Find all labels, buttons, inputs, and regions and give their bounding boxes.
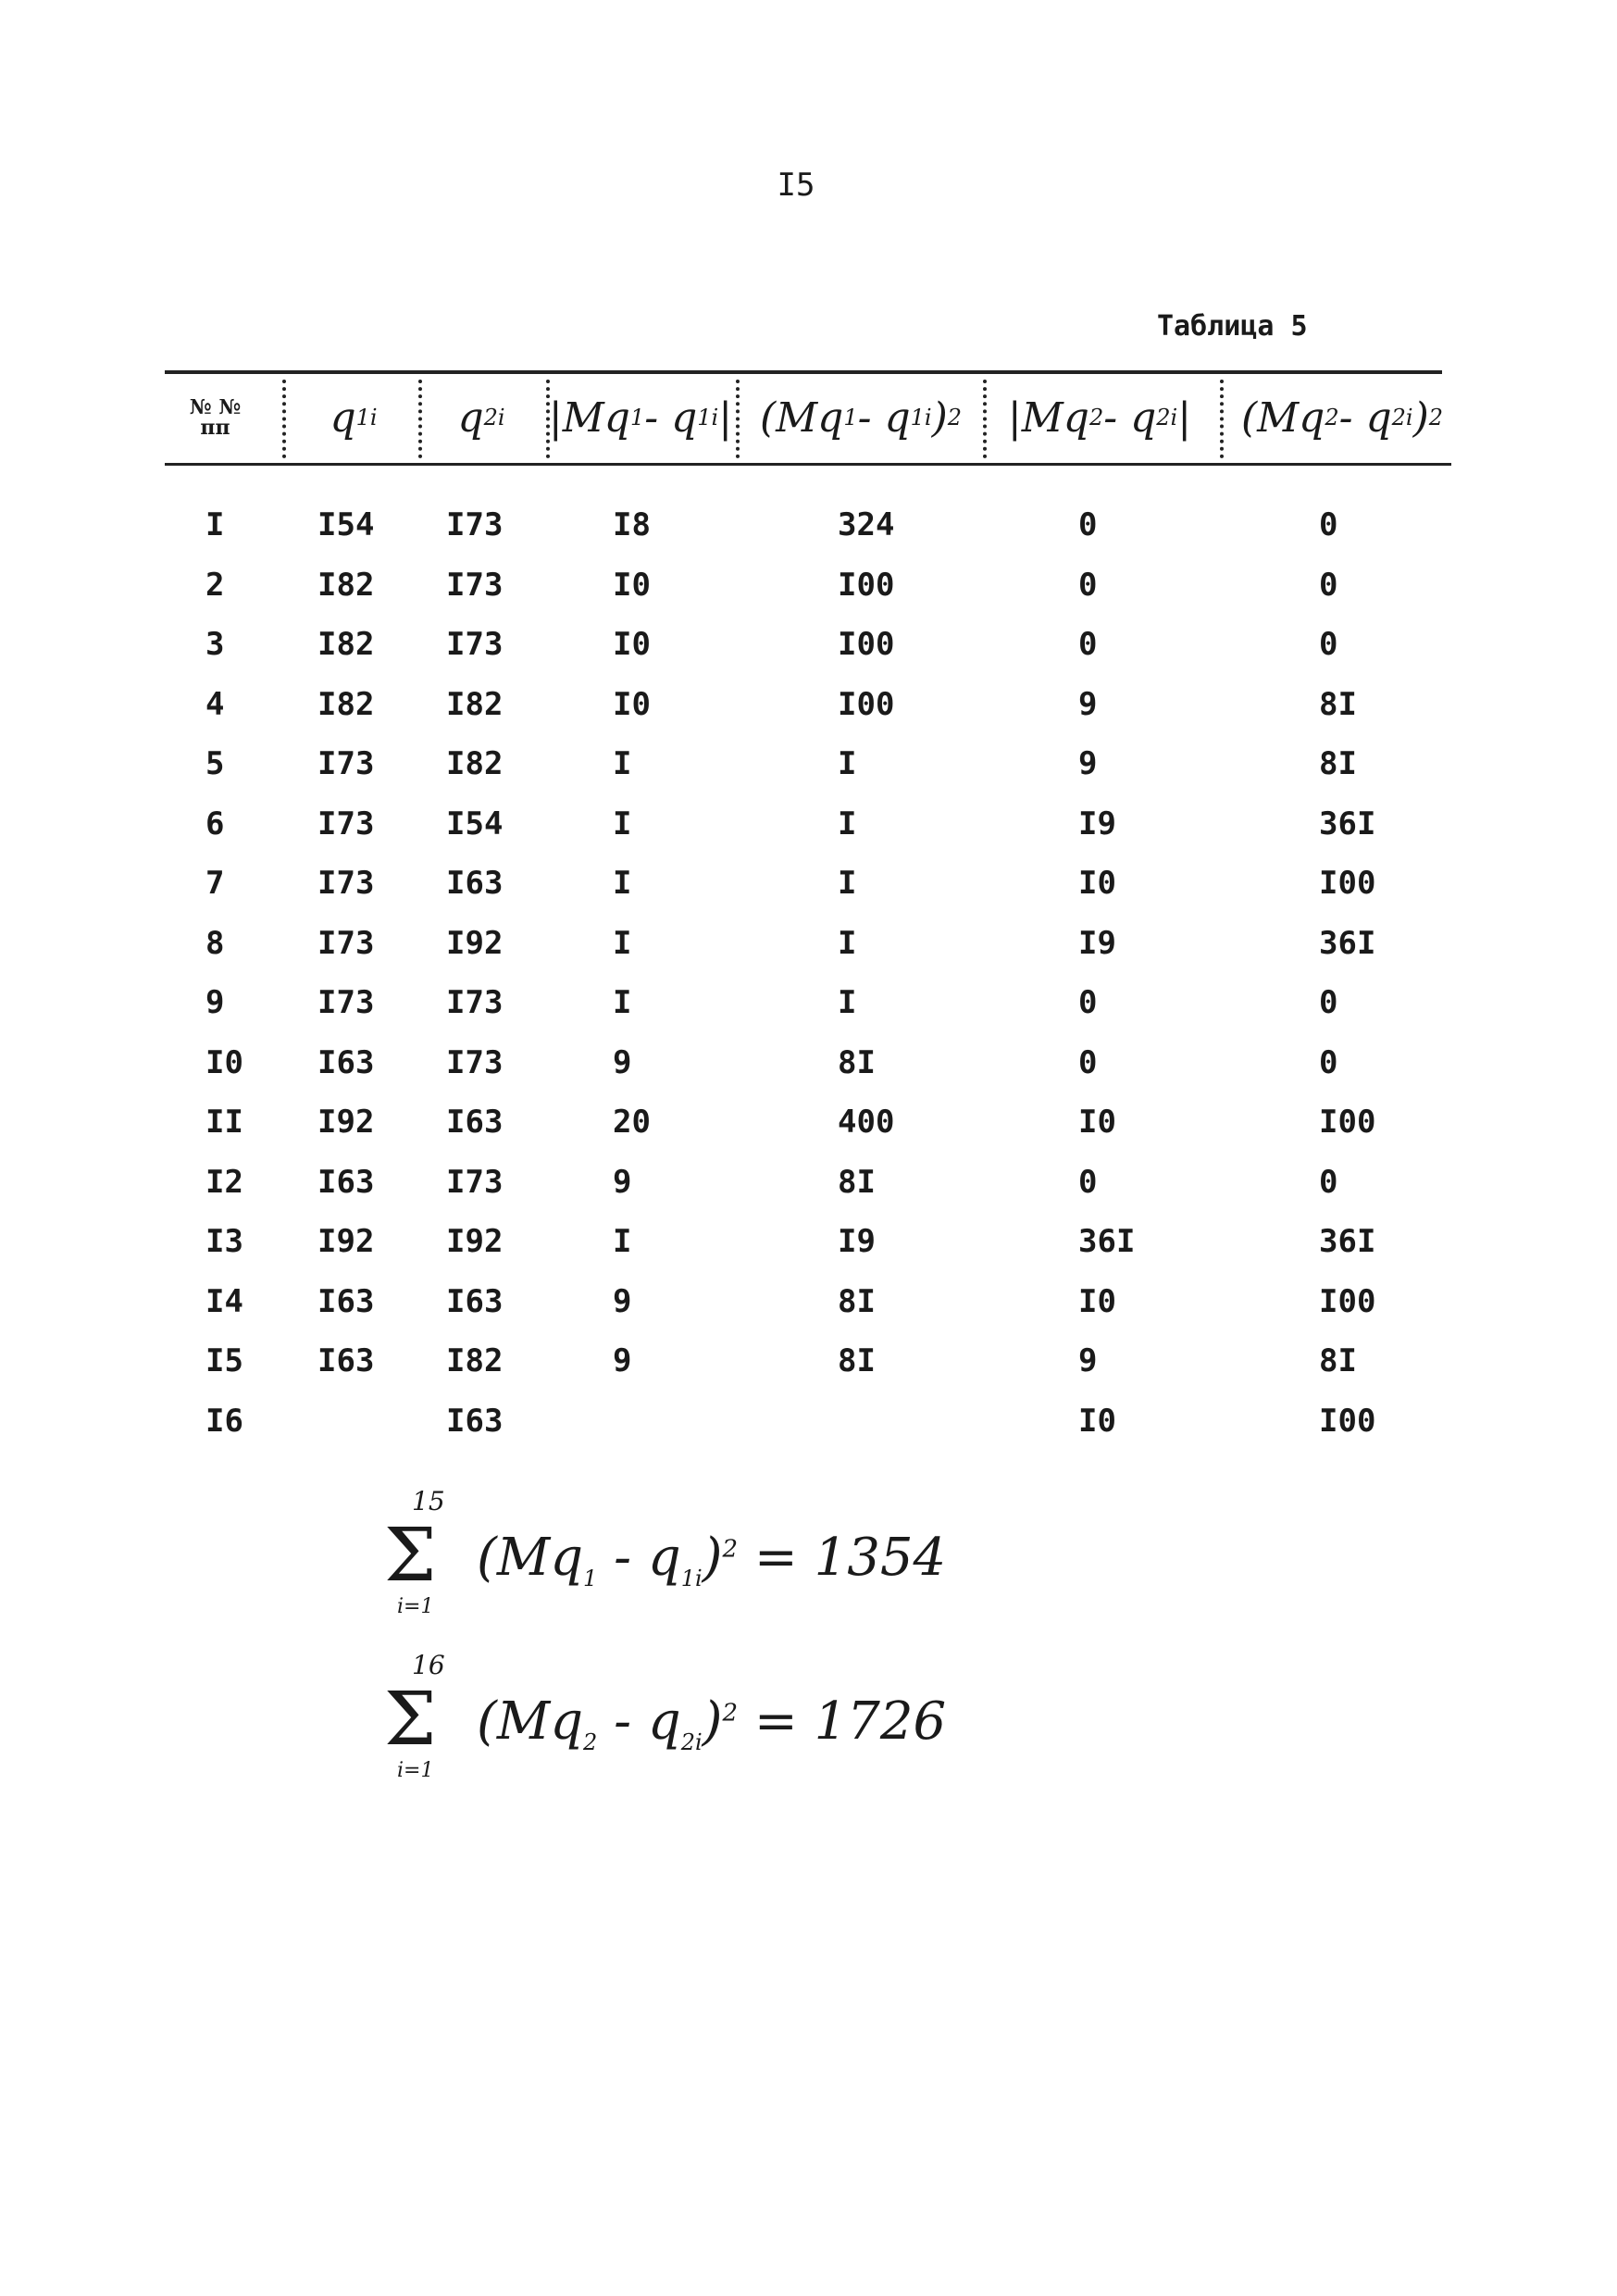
q2i-value: I73 <box>446 566 504 604</box>
abs-diff-2-value: I0 <box>1078 1104 1116 1141</box>
abs-diff-2-value: 0 <box>1078 626 1098 663</box>
abs-diff-2-value: 0 <box>1078 1043 1098 1081</box>
sq-diff-2-value: 8I <box>1319 685 1357 723</box>
q2i-value: I63 <box>446 1282 504 1320</box>
row-number: 4 <box>205 685 225 723</box>
sq-diff-2-value: 8I <box>1319 1342 1357 1379</box>
abs-diff-1-value: 9 <box>613 1043 632 1081</box>
row-number: 6 <box>205 805 225 842</box>
abs-diff-1-value: 9 <box>613 1342 632 1379</box>
expr-sub: 2i <box>680 1729 703 1756</box>
abs-diff-1-value: 9 <box>613 1163 632 1201</box>
table-row <box>0 615 1617 674</box>
header-sq1-sub1: 1 <box>843 405 858 430</box>
header-separator <box>418 380 422 458</box>
expr-mid: - q <box>597 1528 681 1588</box>
abs-diff-2-value: 0 <box>1078 566 1098 604</box>
abs-diff-1-value: 20 <box>613 1104 651 1141</box>
sigma-symbol: Σ <box>384 1512 437 1598</box>
sq-diff-2-value: 0 <box>1319 1043 1338 1081</box>
abs-diff-1-value: I0 <box>613 626 651 663</box>
sq-diff-1-value: I <box>838 984 857 1021</box>
table-row <box>0 1092 1617 1152</box>
sq-diff-1-value: I00 <box>838 685 895 723</box>
sum-formula-2 <box>384 1650 1032 1789</box>
table-row <box>0 854 1617 913</box>
q1i-value: I82 <box>317 685 375 723</box>
header-abs2-mid: - q <box>1103 393 1157 442</box>
header-q2i <box>421 375 541 460</box>
abs-diff-1-value: I0 <box>613 685 651 723</box>
sq-diff-1-value: 324 <box>838 506 895 543</box>
q2i-value: I73 <box>446 506 504 543</box>
header-sq1-mid: - q <box>857 393 911 442</box>
table-row <box>0 1272 1617 1331</box>
expr-exp: 2 <box>722 1699 739 1728</box>
sq-diff-1-value: I00 <box>838 626 895 663</box>
sq-diff-2-value: 0 <box>1319 506 1338 543</box>
row-number: I6 <box>205 1402 243 1440</box>
row-number: 3 <box>205 626 225 663</box>
header-sq1-sub2: 1i <box>910 405 932 430</box>
sq-diff-1-value: 8I <box>838 1163 876 1201</box>
sq-diff-1-value: I00 <box>838 566 895 604</box>
sq-diff-1-value: I <box>838 924 857 962</box>
sq-diff-1-value: I <box>838 745 857 782</box>
sq-diff-1-value: I <box>838 865 857 902</box>
abs-diff-1-value: I <box>613 805 632 842</box>
q1i-value: I73 <box>317 805 375 842</box>
header-row-number <box>180 375 250 460</box>
q2i-value: I82 <box>446 745 504 782</box>
abs-diff-2-value: 0 <box>1078 1163 1098 1201</box>
header-row-number-bottom: пп <box>200 416 230 440</box>
q2i-value: I73 <box>446 1163 504 1201</box>
q1i-value: I73 <box>317 924 375 962</box>
sigma-symbol: Σ <box>384 1676 437 1762</box>
q2i-value: I54 <box>446 805 504 842</box>
row-number: 9 <box>205 984 225 1021</box>
sq-diff-2-value: 0 <box>1319 626 1338 663</box>
row-number: 8 <box>205 924 225 962</box>
q1i-value: I54 <box>317 506 375 543</box>
header-abs2-left: |Mq <box>1007 393 1089 442</box>
q1i-value: I73 <box>317 984 375 1021</box>
abs-diff-1-value: 9 <box>613 1282 632 1320</box>
header-sq1-left: (Mq <box>759 393 844 442</box>
abs-diff-2-value: 9 <box>1078 1342 1098 1379</box>
sum-lower-limit: i=1 <box>397 1759 434 1782</box>
header-separator <box>282 380 286 458</box>
q2i-value: I63 <box>446 1402 504 1440</box>
q2i-value: I63 <box>446 865 504 902</box>
expr-exp: 2 <box>722 1535 739 1564</box>
abs-diff-2-value: 36I <box>1078 1223 1136 1260</box>
sq-diff-2-value: 36I <box>1319 805 1376 842</box>
header-abs1-right: | <box>718 393 733 442</box>
header-sq1-exp: 2 <box>947 405 963 430</box>
table-caption: Таблица 5 <box>1157 310 1308 343</box>
row-number: I <box>205 506 225 543</box>
abs-diff-2-value: I0 <box>1078 865 1116 902</box>
header-separator <box>736 380 740 458</box>
header-q1i-base: q <box>330 393 356 442</box>
q2i-value: I73 <box>446 626 504 663</box>
header-sq2-sub2: 2i <box>1391 405 1413 430</box>
q1i-value: I63 <box>317 1342 375 1379</box>
abs-diff-2-value: I9 <box>1078 805 1116 842</box>
header-separator <box>983 380 987 458</box>
header-abs2-sub1: 2 <box>1088 405 1104 430</box>
abs-diff-2-value: I0 <box>1078 1402 1116 1440</box>
sum-upper-limit: 16 <box>412 1650 445 1680</box>
q1i-value: I92 <box>317 1104 375 1141</box>
table-row <box>0 1391 1617 1451</box>
sq-diff-1-value: I9 <box>838 1223 876 1260</box>
abs-diff-2-value: I0 <box>1078 1282 1116 1320</box>
page-number: I5 <box>777 167 815 204</box>
sum-formula-1 <box>384 1486 1032 1625</box>
abs-diff-1-value: I <box>613 984 632 1021</box>
header-abs1-sub2: 1i <box>697 405 719 430</box>
table-top-rule <box>165 370 1442 374</box>
sq-diff-2-value: I00 <box>1319 1402 1376 1440</box>
header-sq2-sub1: 2 <box>1325 405 1339 430</box>
abs-diff-2-value: 0 <box>1078 506 1098 543</box>
row-number: I4 <box>205 1282 243 1320</box>
sq-diff-2-value: 8I <box>1319 745 1357 782</box>
table-row <box>0 1033 1617 1092</box>
q2i-value: I92 <box>446 924 504 962</box>
header-sq-diff-2 <box>1226 375 1458 460</box>
sq-diff-2-value: I00 <box>1319 1282 1376 1320</box>
table-header <box>0 375 1617 460</box>
header-abs1-left: |Mq <box>548 393 630 442</box>
abs-diff-1-value: I8 <box>613 506 651 543</box>
sq-diff-1-value: 8I <box>838 1043 876 1081</box>
table-row <box>0 794 1617 854</box>
expr-close: ) <box>702 1528 723 1588</box>
header-abs1-sub1: 1 <box>629 405 645 430</box>
table-row <box>0 495 1617 555</box>
row-number: I0 <box>205 1043 243 1081</box>
header-abs2-sub2: 2i <box>1156 405 1178 430</box>
q2i-value: I82 <box>446 1342 504 1379</box>
header-abs1-mid: - q <box>644 393 698 442</box>
header-q2i-sub: 2i <box>483 405 505 430</box>
q1i-value: I63 <box>317 1282 375 1320</box>
sum-upper-limit: 15 <box>412 1486 445 1516</box>
sq-diff-1-value: I <box>838 805 857 842</box>
abs-diff-2-value: 9 <box>1078 685 1098 723</box>
row-number: I2 <box>205 1163 243 1201</box>
header-abs-diff-2 <box>989 375 1211 460</box>
q2i-value: I73 <box>446 1043 504 1081</box>
q2i-value: I92 <box>446 1223 504 1260</box>
sq-diff-1-value: 400 <box>838 1104 895 1141</box>
sum-expression <box>477 1528 946 1591</box>
abs-diff-1-value: I <box>613 865 632 902</box>
row-number: I5 <box>205 1342 243 1379</box>
q1i-value: I92 <box>317 1223 375 1260</box>
sum-lower-limit: i=1 <box>397 1595 434 1618</box>
sq-diff-2-value: I00 <box>1319 1104 1376 1141</box>
sq-diff-2-value: 0 <box>1319 566 1338 604</box>
header-separator <box>546 380 550 458</box>
table-row <box>0 1153 1617 1212</box>
expr-sub: 1 <box>583 1566 598 1592</box>
table-row <box>0 1331 1617 1391</box>
header-sq2-exp: 2 <box>1428 405 1444 430</box>
expr-mid: - q <box>597 1691 681 1752</box>
row-number: 7 <box>205 865 225 902</box>
abs-diff-1-value: I <box>613 924 632 962</box>
table-row <box>0 734 1617 793</box>
q2i-value: I73 <box>446 984 504 1021</box>
row-number: I3 <box>205 1223 243 1260</box>
table-row <box>0 914 1617 973</box>
abs-diff-1-value: I0 <box>613 566 651 604</box>
sum-result: = 1726 <box>738 1691 947 1752</box>
header-abs-diff-1 <box>548 375 733 460</box>
header-sq2-mid: - q <box>1338 393 1392 442</box>
header-row-number-top: № № <box>189 395 242 419</box>
header-q1i <box>289 375 418 460</box>
sq-diff-1-value: 8I <box>838 1342 876 1379</box>
abs-diff-2-value: 0 <box>1078 984 1098 1021</box>
header-sq-diff-1 <box>740 375 981 460</box>
q1i-value: I82 <box>317 626 375 663</box>
expr-sub: 2 <box>583 1729 598 1756</box>
table-row <box>0 555 1617 615</box>
table-row <box>0 1212 1617 1271</box>
sum-result: = 1354 <box>738 1528 947 1588</box>
abs-diff-1-value: I <box>613 745 632 782</box>
abs-diff-2-value: 9 <box>1078 745 1098 782</box>
sq-diff-1-value: 8I <box>838 1282 876 1320</box>
row-number: II <box>205 1104 243 1141</box>
header-sq2-right: ) <box>1412 393 1429 442</box>
q1i-value: I73 <box>317 865 375 902</box>
header-q2i-base: q <box>457 393 484 442</box>
sq-diff-2-value: 0 <box>1319 1163 1338 1201</box>
expr-open: (Mq <box>477 1691 584 1752</box>
table-row <box>0 973 1617 1032</box>
header-bottom-rule <box>165 463 1451 466</box>
header-q1i-sub: 1i <box>355 405 378 430</box>
q1i-value: I63 <box>317 1163 375 1201</box>
sq-diff-2-value: 36I <box>1319 1223 1376 1260</box>
sq-diff-2-value: 36I <box>1319 924 1376 962</box>
sum-expression <box>477 1691 946 1755</box>
abs-diff-1-value: I <box>613 1223 632 1260</box>
q1i-value: I82 <box>317 566 375 604</box>
sq-diff-2-value: 0 <box>1319 984 1338 1021</box>
q2i-value: I63 <box>446 1104 504 1141</box>
row-number: 5 <box>205 745 225 782</box>
header-sq2-left: (Mq <box>1240 393 1325 442</box>
header-separator <box>1220 380 1224 458</box>
row-number: 2 <box>205 566 225 604</box>
q1i-value: I63 <box>317 1043 375 1081</box>
expr-open: (Mq <box>477 1528 584 1588</box>
sq-diff-2-value: I00 <box>1319 865 1376 902</box>
header-sq1-right: ) <box>931 393 948 442</box>
expr-close: ) <box>702 1691 723 1752</box>
table-row <box>0 675 1617 734</box>
header-abs2-right: | <box>1177 393 1192 442</box>
abs-diff-2-value: I9 <box>1078 924 1116 962</box>
expr-sub: 1i <box>680 1566 703 1592</box>
q2i-value: I82 <box>446 685 504 723</box>
q1i-value: I73 <box>317 745 375 782</box>
